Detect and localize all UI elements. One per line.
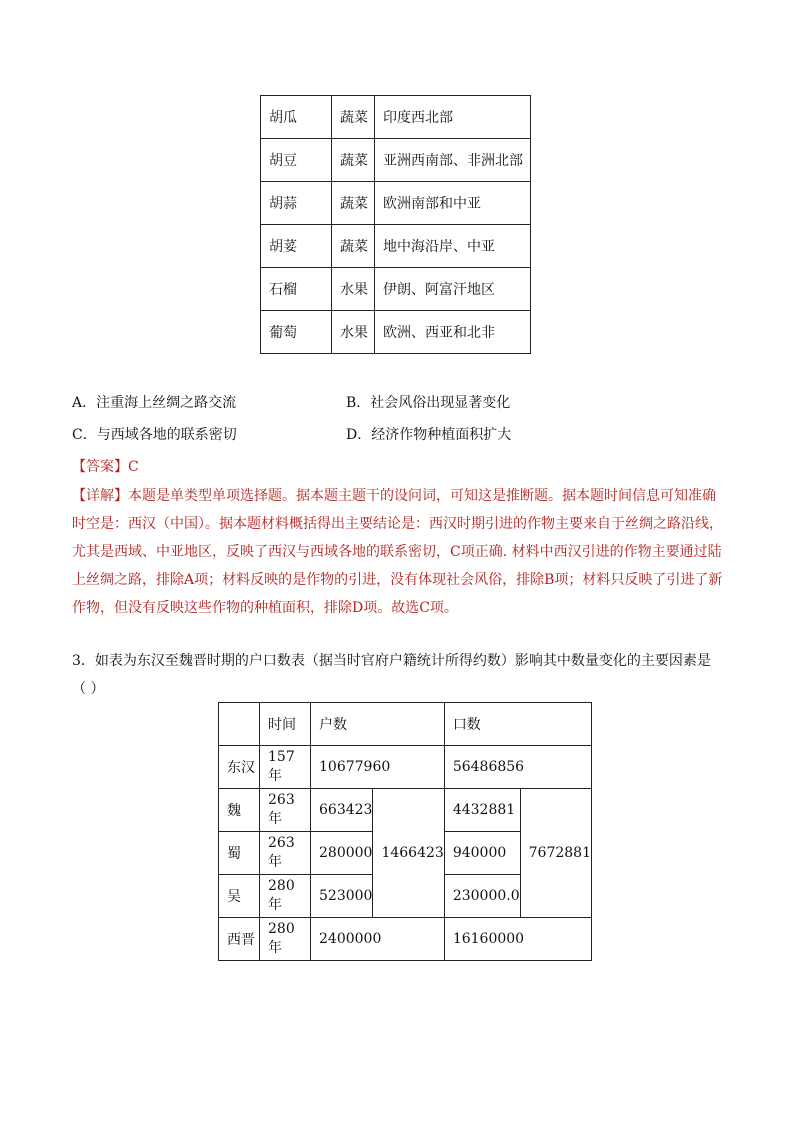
- year-cell: 280 年: [260, 875, 311, 918]
- crop-type-cell: 蔬菜: [332, 96, 375, 139]
- year-cell: 263 年: [260, 789, 311, 832]
- option-b: B．社会风俗出现显著变化: [346, 395, 511, 411]
- detail-paragraph: [72, 482, 727, 622]
- population-table: [218, 702, 592, 961]
- households-cell: 2400000: [311, 918, 445, 961]
- crop-name-cell: 胡豆: [261, 139, 332, 182]
- crop-origin-cell: 亚洲西南部、非洲北部: [375, 139, 531, 182]
- question-3-text: 3．如表为东汉至魏晋时期的户口数表（据当时官府户籍统计所得约数）影响其中数量变化的主要因素是: [72, 653, 711, 669]
- crop-name-cell: 葡萄: [261, 311, 332, 354]
- dynasty-cell: 西晋: [219, 918, 260, 961]
- detail-label: 【详解】: [72, 488, 128, 504]
- header-population: 口数: [444, 703, 591, 746]
- dynasty-cell: 吴: [219, 875, 260, 918]
- population-cell: 16160000: [444, 918, 591, 961]
- crop-name-cell: 石榴: [261, 268, 332, 311]
- table-row: [219, 789, 592, 832]
- crop-origin-cell: 伊朗、阿富汗地区: [375, 268, 531, 311]
- crop-type-cell: 蔬菜: [332, 182, 375, 225]
- households-cell: 523000: [311, 875, 373, 918]
- answer-label: 【答案】: [72, 459, 128, 475]
- header-households: 户数: [311, 703, 445, 746]
- year-cell: 157 年: [260, 746, 311, 789]
- population-cell: 56486856: [444, 746, 591, 789]
- crop-origin-cell: 欧洲南部和中亚: [375, 182, 531, 225]
- question-3: [72, 647, 732, 703]
- table-row: [219, 703, 592, 746]
- option-c: C．与西域各地的联系密切: [72, 427, 237, 443]
- option-d: D．经济作物种植面积扩大: [346, 427, 512, 443]
- households-cell: 663423: [311, 789, 373, 832]
- header-empty-cell: [219, 703, 260, 746]
- population-cell: 940000: [444, 832, 520, 875]
- question-3-blank: （ ）: [72, 681, 105, 697]
- answer-line: [72, 456, 139, 476]
- detail-text: 本题是单类型单项选择题。据本题主题干的设问词，可知这是推断题。据本题时间信息可知准确时空是：西汉（中国）。据本题材料概括得出主要结论是：西汉时期引进的作物主要来自于丝绸之路沿线，尤其是西域、中亚地区，反映了西汉与西域各地的联系密切，C项正确. 材料中西汉引进的作物主要通过陆上丝绸之路，排除A项；材料反映的是作物的引进，没有体现社会风俗，排除B项；材料只反映了引进了新作物，但没有反映这些作物的种植面积，排除D项。故选C项。: [72, 488, 723, 616]
- crop-name-cell: 胡荽: [261, 225, 332, 268]
- crop-type-cell: 水果: [332, 311, 375, 354]
- crop-origin-cell: 印度西北部: [375, 96, 531, 139]
- households-cell: 280000: [311, 832, 373, 875]
- households-cell: 10677960: [311, 746, 445, 789]
- crop-origin-cell: 地中海沿岸、中亚: [375, 225, 531, 268]
- population-cell: 4432881: [444, 789, 520, 832]
- dynasty-cell: 东汉: [219, 746, 260, 789]
- table-row: [261, 268, 531, 311]
- population-total-cell: 7672881: [520, 789, 591, 918]
- table-row: [219, 918, 592, 961]
- option-a: A．注重海上丝绸之路交流: [72, 395, 237, 411]
- table-row: [261, 96, 531, 139]
- crop-name-cell: 胡瓜: [261, 96, 332, 139]
- crop-origin-table: [260, 95, 531, 354]
- table-row: [261, 139, 531, 182]
- table-row: [219, 746, 592, 789]
- year-cell: 280 年: [260, 918, 311, 961]
- crop-type-cell: 蔬菜: [332, 139, 375, 182]
- table-row: [261, 311, 531, 354]
- crop-origin-cell: 欧洲、西亚和北非: [375, 311, 531, 354]
- header-time: 时间: [260, 703, 311, 746]
- year-cell: 263 年: [260, 832, 311, 875]
- table-row: [261, 225, 531, 268]
- answer-value: C: [128, 459, 139, 475]
- table-row: [261, 182, 531, 225]
- dynasty-cell: 魏: [219, 789, 260, 832]
- crop-name-cell: 胡蒜: [261, 182, 332, 225]
- households-total-cell: 1466423: [373, 789, 444, 918]
- crop-type-cell: 蔬菜: [332, 225, 375, 268]
- dynasty-cell: 蜀: [219, 832, 260, 875]
- crop-type-cell: 水果: [332, 268, 375, 311]
- population-cell: 230000.0: [444, 875, 520, 918]
